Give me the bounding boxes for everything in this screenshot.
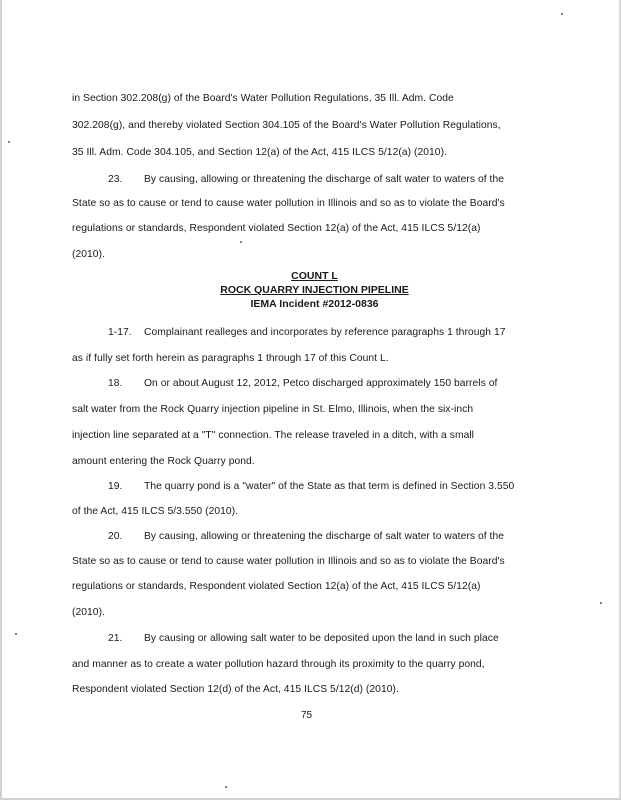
scan-speck	[561, 13, 563, 15]
paragraph-19-first-line	[108, 480, 514, 493]
body-text-line: injection line separated at a "T" connection. The release traveled in a ditch, with a small	[72, 430, 475, 441]
body-text: By causing or allowing salt water to be deposited upon the land in such place	[144, 633, 499, 644]
body-text-line: in Section 302.208(g) of the Board's Water Pollution Regulations, 35 Ill. Adm. Code	[72, 93, 454, 104]
paragraph-18-first-line	[108, 377, 497, 390]
body-text-line: regulations or standards, Respondent violated Section 12(a) of the Act, 415 ILCS 5/12(a)	[72, 223, 481, 234]
body-text-line: State so as to cause or tend to cause water pollution in Illinois and so as to violate the Board's	[72, 198, 505, 209]
body-text-line: 35 Ill. Adm. Code 304.105, and Section 12(a) of the Act, 415 ILCS 5/12(a) (2010).	[72, 147, 447, 158]
body-text: By causing, allowing or threatening the discharge of salt water to waters of the	[144, 531, 505, 542]
count-title: COUNT L	[291, 270, 338, 282]
body-text-line: as if fully set forth herein as paragraphs 1 through 17 of this Count L.	[72, 353, 389, 364]
scan-speck	[240, 241, 242, 243]
count-subtitle: ROCK QUARRY INJECTION PIPELINE	[220, 284, 409, 296]
incident-number: IEMA Incident #2012-0836	[250, 298, 379, 310]
paragraph-number: 19.	[108, 481, 123, 492]
body-text-line: regulations or standards, Respondent violated Section 12(a) of the Act, 415 ILCS 5/12(a)	[72, 581, 481, 592]
body-text: On or about August 12, 2012, Petco discharged approximately 150 barrels of	[144, 378, 498, 389]
paragraph-number: 23.	[108, 174, 123, 185]
body-text: By causing, allowing or threatening the discharge of salt water to waters of the	[144, 174, 505, 185]
body-text-line: Respondent violated Section 12(d) of the Act, 415 ILCS 5/12(d) (2010).	[72, 684, 399, 695]
scan-speck	[600, 602, 602, 604]
scan-edge-left	[0, 0, 2, 800]
paragraph-number: 1-17.	[108, 327, 132, 338]
body-text-line: of the Act, 415 ILCS 5/3.550 (2010).	[72, 506, 239, 517]
paragraph-number: 18.	[108, 378, 123, 389]
scan-speck	[225, 786, 227, 788]
paragraph-23-first-line	[108, 173, 504, 186]
paragraph-number: 21.	[108, 633, 123, 644]
body-text-line: and manner as to create a water pollution hazard through its proximity to the quarry pond,	[72, 659, 485, 670]
paragraph-1-17-first-line	[108, 326, 506, 339]
body-text-line: (2010).	[72, 249, 105, 260]
body-text-line: amount entering the Rock Quarry pond.	[72, 456, 255, 467]
paragraph-21-first-line	[108, 632, 499, 645]
scan-speck	[8, 141, 10, 143]
body-text-line: salt water from the Rock Quarry injection pipeline in St. Elmo, Illinois, when the six-inch	[72, 404, 474, 415]
scan-speck	[15, 633, 17, 635]
body-text-line: State so as to cause or tend to cause water pollution in Illinois and so as to violate the Board's	[72, 556, 505, 567]
page-number: 75	[300, 710, 313, 721]
paragraph-20-first-line	[108, 530, 504, 543]
body-text-line: 302.208(g), and thereby violated Section 304.105 of the Board's Water Pollution Regulations,	[72, 120, 501, 131]
body-text-line: (2010).	[72, 607, 105, 618]
body-text: Complainant realleges and incorporates by reference paragraphs 1 through 17	[144, 327, 506, 338]
body-text: The quarry pond is a "water" of the State as that term is defined in Section 3.550	[144, 481, 515, 492]
paragraph-number: 20.	[108, 531, 123, 542]
